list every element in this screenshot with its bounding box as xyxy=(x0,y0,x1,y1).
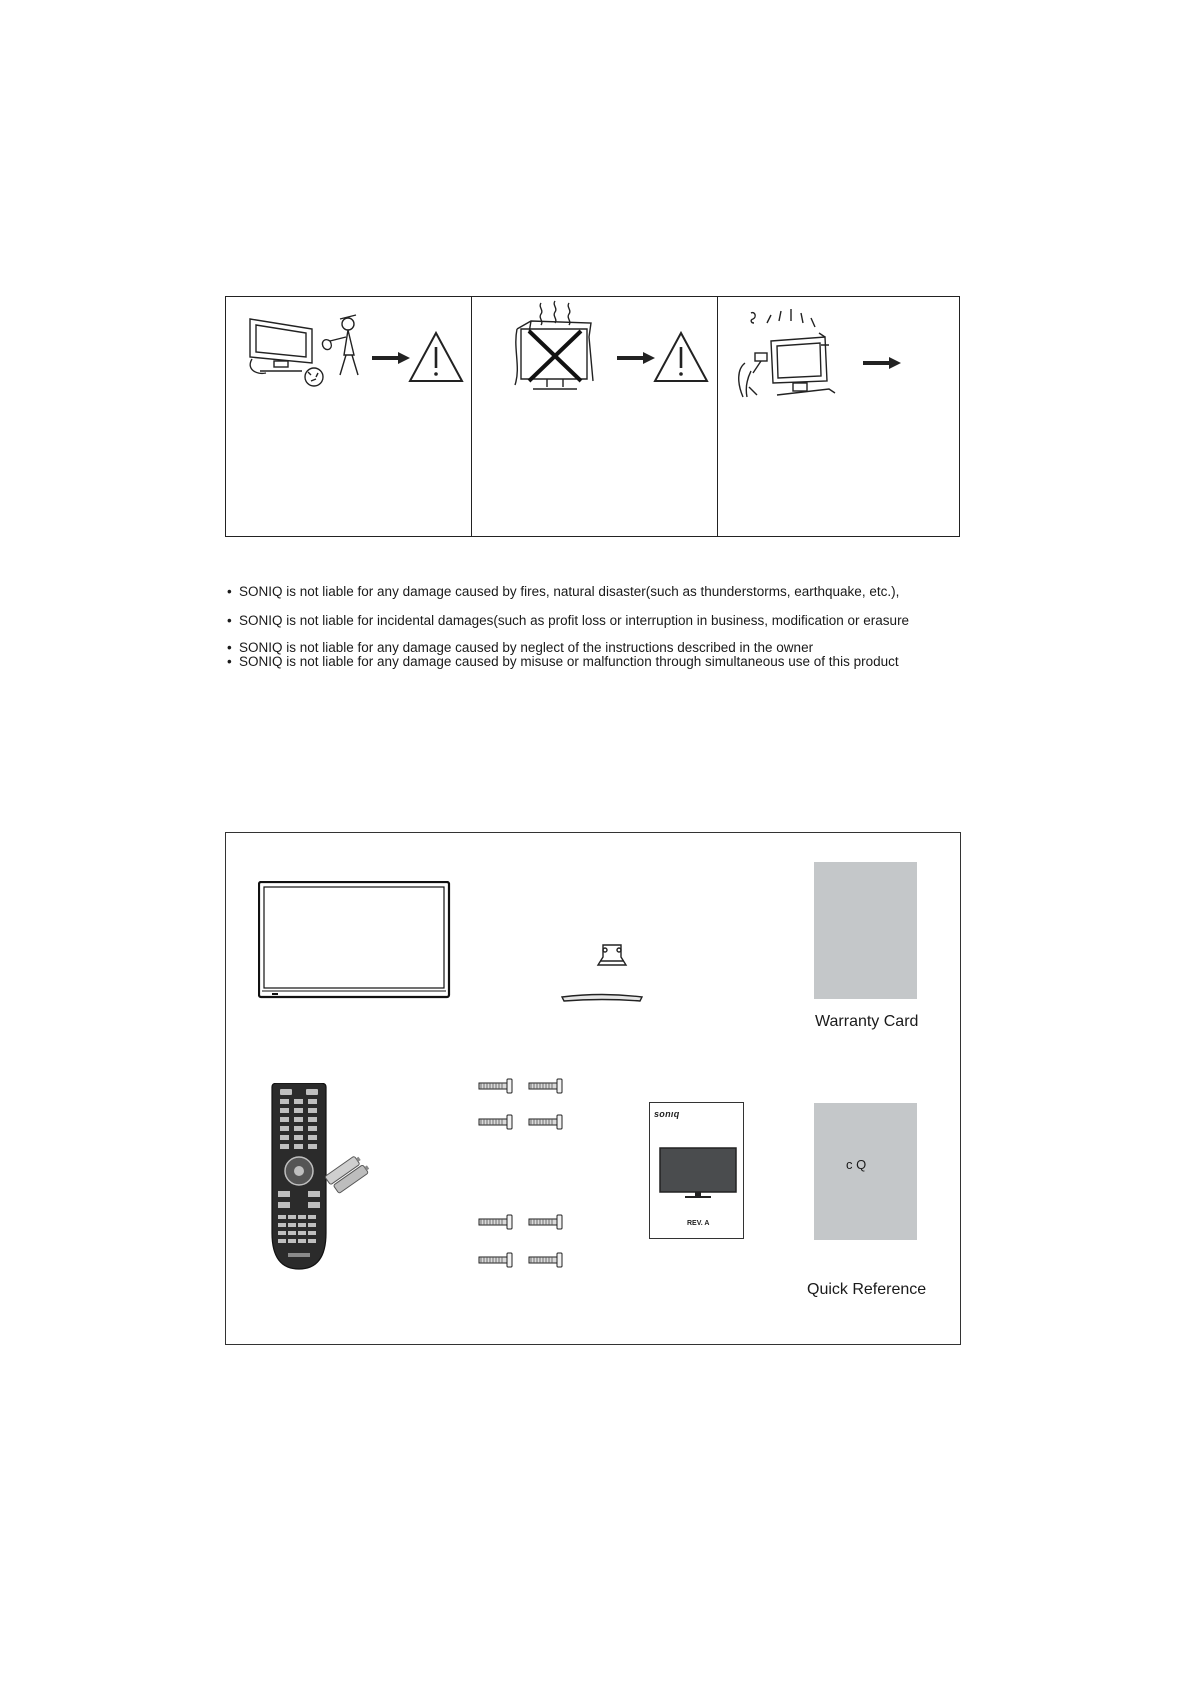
screws-set-1 xyxy=(471,1073,571,1143)
warranty-card-label: Warranty Card xyxy=(815,1013,919,1030)
manual-tv-image xyxy=(659,1147,737,1199)
stand-illustration xyxy=(556,937,656,1009)
manual-revision: REV. A xyxy=(687,1220,710,1227)
warning-icon xyxy=(655,333,707,381)
liquid-spill-illustration xyxy=(226,297,471,397)
disclaimer-misuse: • SONIQ is not liable for any damage caused by misuse or malfunction through simultaneous use of this product xyxy=(227,654,899,669)
warranty-card xyxy=(814,862,917,999)
owners-manual xyxy=(649,1102,744,1239)
disclaimer-fire: • SONIQ is not liable for any damage caused by fires, natural disaster(such as thunderstorms, earthquake, etc.), xyxy=(227,584,900,599)
covered-tv-illustration xyxy=(471,297,717,397)
manual-brand-logo: sonıq xyxy=(654,1109,680,1119)
quick-reference-label: Quick Reference xyxy=(807,1281,927,1298)
disclaimer-incidental: • SONIQ is not liable for incidental damages(such as profit loss or interruption in business, modification or erasure xyxy=(227,613,910,628)
tv-illustration xyxy=(258,881,452,1001)
warning-icon xyxy=(410,333,462,381)
safety-warning-panel xyxy=(225,296,960,537)
impact-illustration xyxy=(717,297,961,407)
quick-reference-card-text: c Q xyxy=(846,1157,867,1172)
batteries-illustration xyxy=(324,1151,372,1199)
disclaimer-neglect: • SONIQ is not liable for any damage caused by neglect of the instructions described in the owner xyxy=(227,640,814,655)
screws-set-2 xyxy=(471,1209,571,1279)
accessories-panel xyxy=(225,832,961,1345)
